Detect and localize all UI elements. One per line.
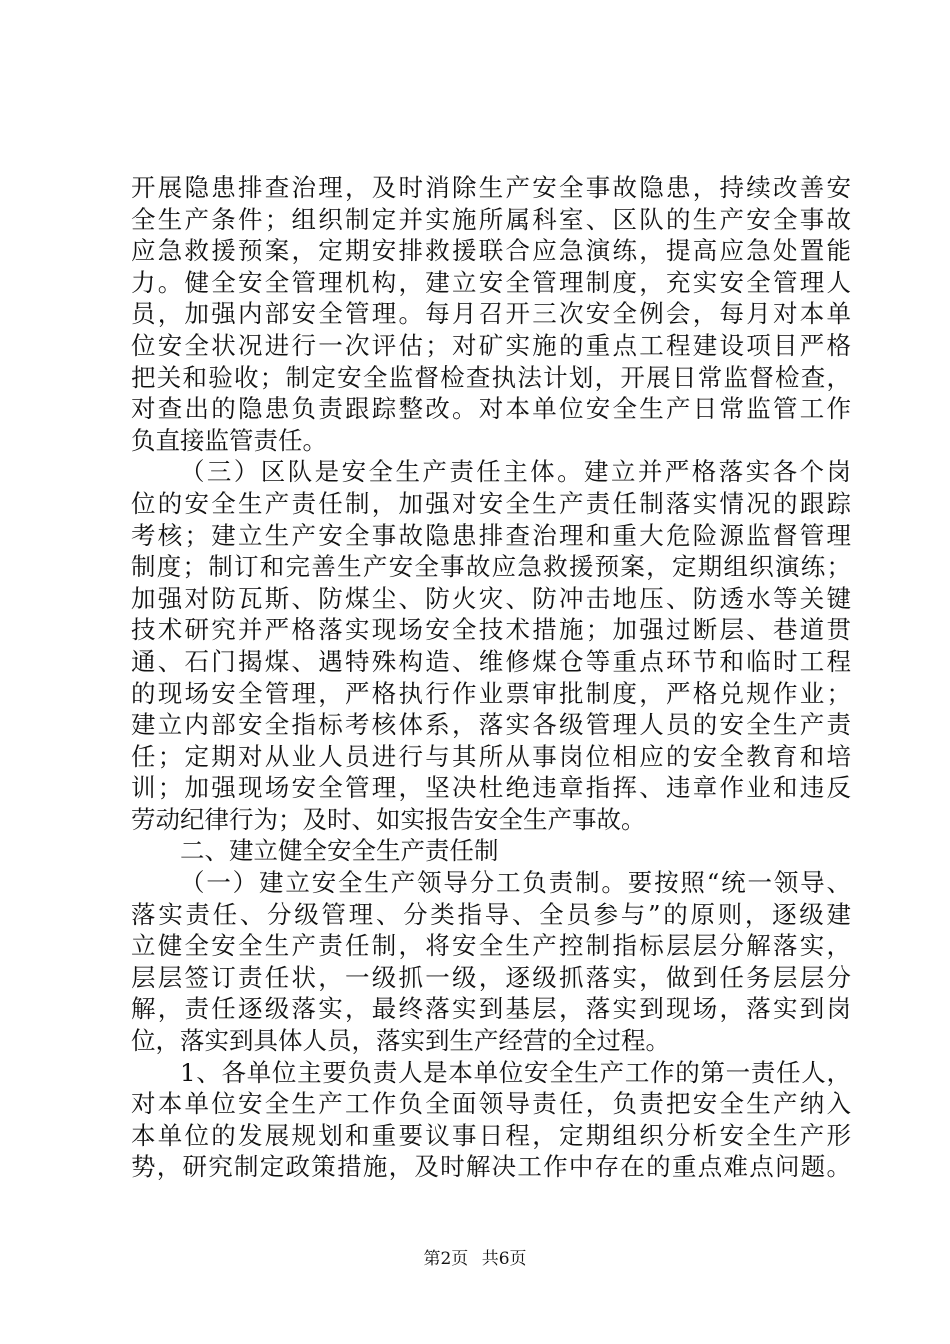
text-line: 劳动纪律行为；及时、如实报告安全生产事故。: [131, 804, 646, 834]
text-line: 力。健全安全管理机构，建立安全管理制度，充实安全管理人: [131, 267, 851, 297]
text-line: 训；加强现场安全管理，坚决杜绝违章指挥、违章作业和违反: [131, 773, 851, 803]
page-number: 第2页: [423, 1249, 469, 1269]
page-total: 共6页: [481, 1249, 527, 1269]
text-line: 位，落实到具体人员，落实到生产经营的全过程。: [131, 1026, 670, 1056]
text-line: 对查出的隐患负责跟踪整改。对本单位安全生产日常监管工作: [131, 394, 851, 424]
text-line: 势，研究制定政策措施，及时解决工作中存在的重点难点问题。: [131, 1152, 851, 1182]
text-line: 考核；建立生产安全事故隐患排查治理和重大危险源监督管理: [131, 520, 851, 550]
body-text: [131, 172, 851, 1183]
text-line: 开展隐患排查治理，及时消除生产安全事故隐患，持续改善安: [131, 173, 851, 202]
text-line: 建立内部安全指标考核体系，落实各级管理人员的安全生产责: [131, 710, 851, 740]
text-line: 全生产条件；组织制定并实施所属科室、区队的生产安全事故: [131, 204, 851, 234]
text-line: 任；定期对从业人员进行与其所从事岗位相应的安全教育和培: [131, 741, 851, 771]
text-line: 对本单位安全生产工作负全面领导责任，负责把安全生产纳入: [131, 1089, 851, 1119]
page-footer: [0, 1248, 950, 1270]
text-line: （三）区队是安全生产责任主体。建立并严格落实各个岗: [180, 457, 851, 487]
text-line: 负直接监管责任。: [131, 425, 327, 455]
text-line: 通、石门揭煤、遇特殊构造、维修煤仓等重点环节和临时工程: [131, 646, 851, 676]
text-line: 应急救援预案，定期安排救援联合应急演练，提高应急处置能: [131, 236, 851, 266]
text-line: （一）建立安全生产领导分工负责制。要按照“统一领导、: [180, 868, 851, 898]
text-line: 位的安全生产责任制，加强对安全生产责任制落实情况的跟踪: [131, 488, 851, 518]
text-line: 员，加强内部安全管理。每月召开三次安全例会，每月对本单: [131, 299, 851, 329]
text-line: 1、各单位主要负责人是本单位安全生产工作的第一责任人，: [180, 1057, 851, 1087]
text-line: 加强对防瓦斯、防煤尘、防火灾、防冲击地压、防透水等关键: [131, 583, 851, 613]
text-line: 解，责任逐级落实，最终落实到基层，落实到现场，落实到岗: [131, 994, 851, 1024]
text-line: 二、建立健全安全生产责任制: [180, 836, 499, 866]
text-line: 落实责任、分级管理、分类指导、全员参与”的原则，逐级建: [131, 899, 851, 929]
text-line: 的现场安全管理，严格执行作业票审批制度，严格兑规作业；: [131, 678, 851, 708]
text-line: 层层签订责任状，一级抓一级，逐级抓落实，做到任务层层分: [131, 962, 851, 992]
text-line: 立健全安全生产责任制，将安全生产控制指标层层分解落实，: [131, 931, 851, 961]
text-line: 把关和验收；制定安全监督检查执法计划，开展日常监督检查，: [131, 362, 851, 392]
text-line: 技术研究并严格落实现场安全技术措施；加强过断层、巷道贯: [131, 615, 851, 645]
text-line: 位安全状况进行一次评估；对矿实施的重点工程建设项目严格: [131, 330, 851, 360]
text-line: 本单位的发展规划和重要议事日程，定期组织分析安全生产形: [131, 1120, 851, 1150]
text-line: 制度；制订和完善生产安全事故应急救援预案，定期组织演练；: [131, 552, 851, 582]
